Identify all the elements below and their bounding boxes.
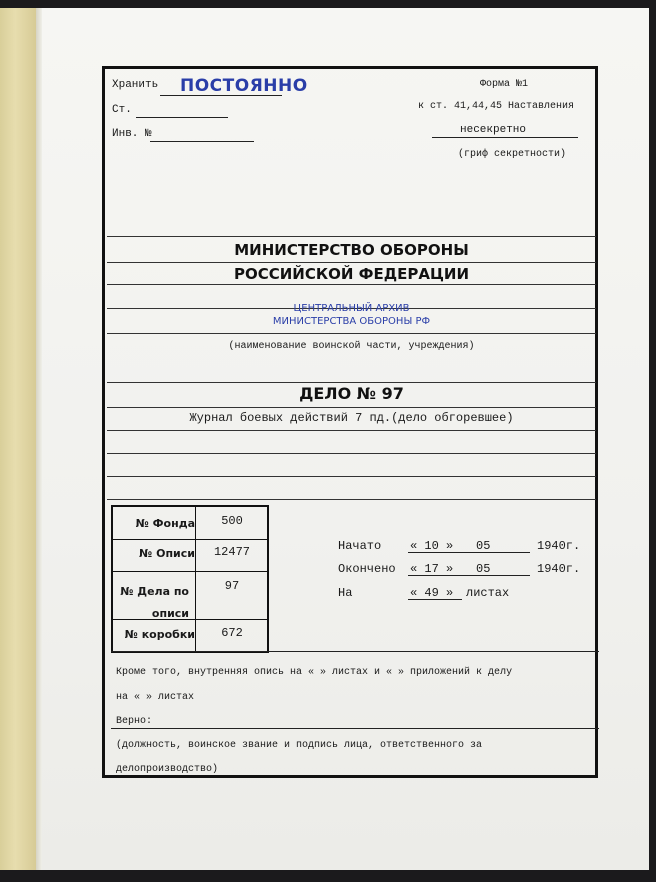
sheets-count: « 49 »	[410, 586, 454, 600]
ended-day: « 17 »	[410, 562, 454, 576]
registry-label-delo: № Дела по описи	[120, 585, 189, 620]
started-year: 1940г.	[537, 539, 581, 553]
unit-caption: (наименование воинской части, учреждения)	[228, 341, 475, 352]
case-title: ДЕЛО № 97	[299, 384, 404, 403]
footer-line-1: Кроме того, внутренняя опись на « » листах и « » приложений к делу	[116, 667, 513, 678]
footer-line-2: на « » листах	[116, 692, 195, 703]
ministry-line-2: РОССИЙСКОЙ ФЕДЕРАЦИИ	[233, 265, 470, 283]
article-ref: к ст. 41,44,45 Наставления	[418, 101, 575, 112]
registry-label-fond: № Фонда	[135, 517, 195, 530]
inv-underline	[150, 141, 254, 142]
folder-spine	[0, 8, 39, 870]
rule	[107, 453, 596, 454]
rule	[107, 262, 596, 263]
rule	[107, 430, 596, 431]
registry-label-opis: № Описи	[139, 547, 195, 560]
ended-year: 1940г.	[537, 562, 581, 576]
rule	[107, 333, 596, 334]
started-label: Начато	[338, 539, 382, 553]
sheets-label: листах	[466, 586, 510, 600]
rule	[107, 407, 596, 408]
case-description: Журнал боевых действий 7 пд.(дело обгоревшее)	[189, 411, 514, 425]
keep-label: Хранить	[112, 79, 159, 91]
footer-line-4: (должность, воинское звание и подпись лица, ответственного за	[116, 740, 483, 751]
secrecy-underline	[432, 137, 578, 138]
secrecy-value: несекретно	[460, 124, 527, 136]
secrecy-caption: (гриф секретности)	[458, 149, 567, 160]
rule	[107, 476, 596, 477]
footer-line-3: Верно:	[116, 716, 153, 727]
started-day: « 10 »	[410, 539, 454, 553]
cover-edge	[36, 8, 42, 870]
ended-label: Окончено	[338, 562, 396, 576]
st-label: Ст.	[112, 104, 132, 116]
rule	[107, 236, 596, 237]
registry-value-delo: 97	[224, 579, 240, 593]
ministry-line-1: МИНИСТЕРСТВО ОБОРОНЫ	[234, 241, 469, 259]
sheets-on-label: На	[338, 586, 353, 600]
ended-month: 05	[476, 562, 491, 576]
archive-stamp-line-2: МИНИСТЕРСТВА ОБОРОНЫ РФ	[272, 316, 431, 327]
rule	[107, 382, 596, 383]
registry-value-opis: 12477	[213, 545, 250, 559]
registry-label-box: № коробки	[124, 628, 195, 641]
archive-stamp-line-1: ЦЕНТРАЛЬНЫЙ АРХИВ	[293, 303, 410, 314]
registry-box	[111, 505, 269, 653]
rule	[107, 284, 596, 285]
rule	[107, 499, 596, 500]
started-month: 05	[476, 539, 491, 553]
keep-stamp: ПОСТОЯННО	[180, 76, 308, 96]
st-underline	[136, 117, 228, 118]
inv-label: Инв. №	[112, 128, 152, 140]
form-label: Форма №1	[480, 79, 529, 90]
registry-value-fond: 500	[221, 514, 243, 528]
registry-value-box: 672	[221, 626, 243, 640]
footer-line-5: делопроизводство)	[116, 764, 219, 775]
